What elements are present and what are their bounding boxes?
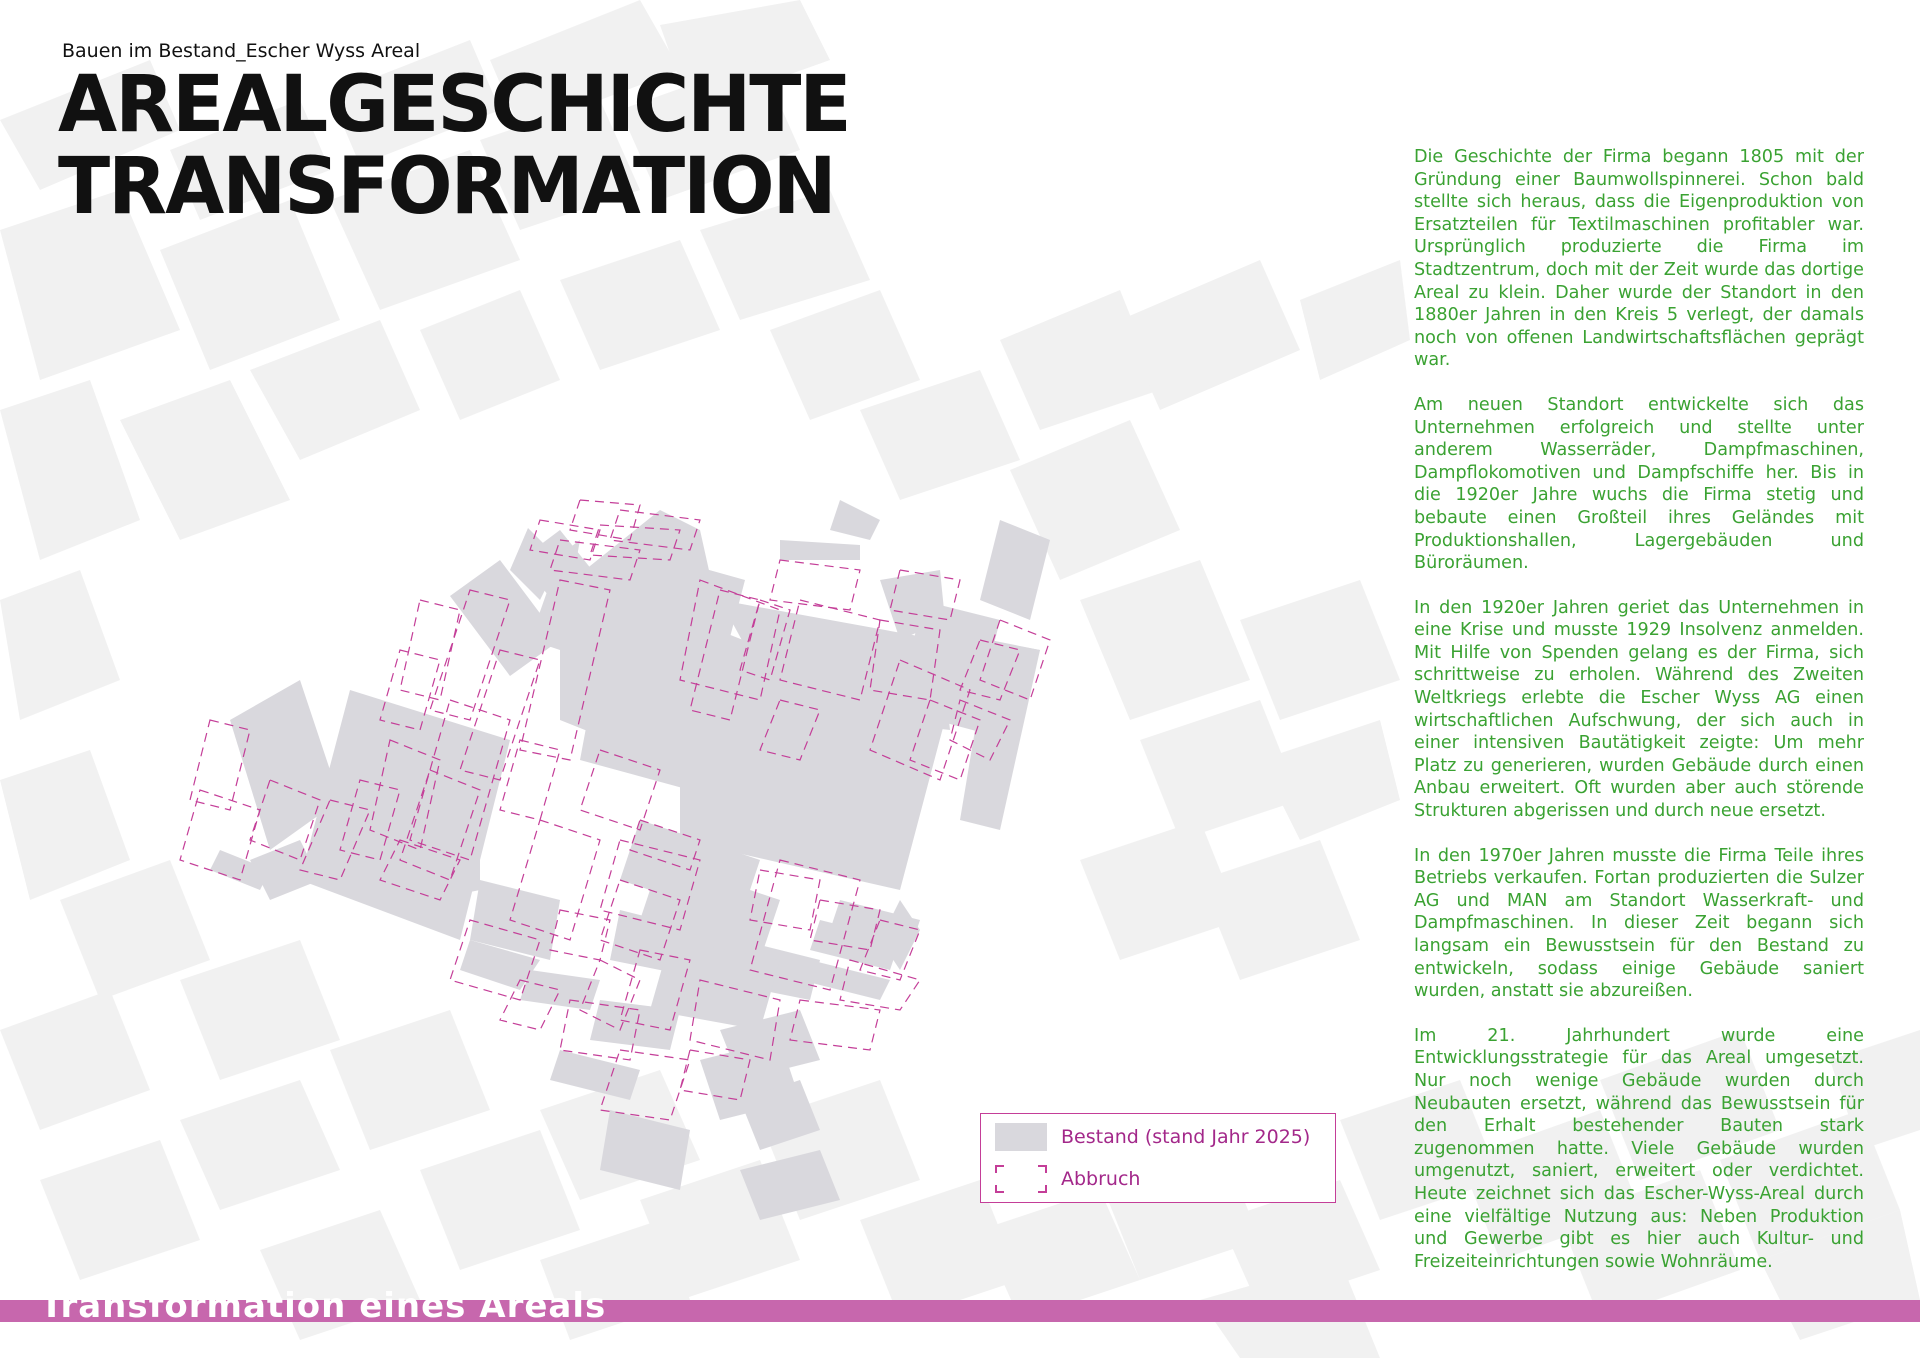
paragraph-3: In den 1920er Jahren geriet das Unternehmen in eine Krise und musste 1929 Insolvenz anmelden. Mit Hilfe von Spenden gelang es der Firma, sich schrittweise zu erholen. Während des Zweiten Weltkriegs erlebte die Escher Wyss AG einen wirtschaftlichen Aufschwung, der sich auch in einer intensiven Bautätigkeit zeigte: Um mehr Platz zu generieren, wurden Gebäude durch einen Anbau erweitert. Oft wurden aber auch störende Strukturen abgerissen und durch neue ersetzt.: [1414, 597, 1864, 822]
paragraph-2: Am neuen Standort entwickelte sich das Unternehmen erfolgreich und stellte unter anderem Wasserräder, Dampfmaschinen, Dampflokomotiven und Dampfschiffe her. Bis in die 1920er Jahre wuchs die Firma stetig und bebaute einen Großteil ihres Geländes mit Produktionshallen, Lagergebäuden und Büroräumen.: [1414, 394, 1864, 574]
page-subtitle: Bauen im Bestand_Escher Wyss Areal: [62, 40, 421, 62]
page-title: [58, 60, 850, 232]
paragraph-5: Im 21. Jahrhundert wurde eine Entwicklungsstrategie für das Areal umgesetzt. Nur noch wenige Gebäude wurden durch Neubauten ersetzt, während das Bewusstsein für den Erhalt bestehender Bauten stark zugenommen hatte. Viele Gebäude wurden umgenutzt, saniert, erweitert oder verdichtet. Heute zeichnet sich das Escher-Wyss-Areal durch eine vielfältige Nutzung aus: Neben Produktion und Gewerbe gibt es hier auch Kultur- und Freizeiteinrichtungen sowie Wohnräume.: [1414, 1025, 1864, 1272]
paragraph-4: In den 1970er Jahren musste die Firma Teile ihres Betriebs verkaufen. Fortan produzierten die Sulzer AG und MAN am Standort Wasserkraft- und Dampfmaschinen. In dieser Zeit begann sich langsam ein Bewusstsein für den Bestand zu entwickeln, sodass einige Gebäude saniert wurden, anstatt sie abzureißen.: [1414, 845, 1864, 1002]
legend-label-existing: Bestand (stand Jahr 2025): [1061, 1126, 1311, 1148]
history-text-column: [1414, 146, 1864, 1295]
legend-swatch-existing: [995, 1123, 1047, 1151]
legend-swatch-demolition: [995, 1165, 1047, 1193]
title-line-2: TRANSFORMATION: [58, 142, 835, 232]
legend-item-existing: [995, 1123, 1310, 1151]
legend-label-demolition: Abbruch: [1061, 1168, 1141, 1190]
title-line-1: AREALGESCHICHTE: [58, 60, 850, 150]
footer-title: Transformation eines Areals: [40, 1289, 607, 1319]
paragraph-1: Die Geschichte der Firma begann 1805 mit der Gründung einer Baumwollspinnerei. Schon bald stellte sich heraus, dass die Eigenproduktion von Ersatzteilen für Textilmaschinen profitabler war. Ursprünglich produzierte die Firma im Stadtzentrum, doch mit der Zeit wurde das dortige Areal zu klein. Daher wurde der Standort in den 1880er Jahren in den Kreis 5 verlegt, der damals noch von offenen Landwirtschaftsflächen geprägt war.: [1414, 147, 1864, 371]
map-legend: [980, 1113, 1336, 1203]
legend-item-demolition: [995, 1165, 1140, 1193]
